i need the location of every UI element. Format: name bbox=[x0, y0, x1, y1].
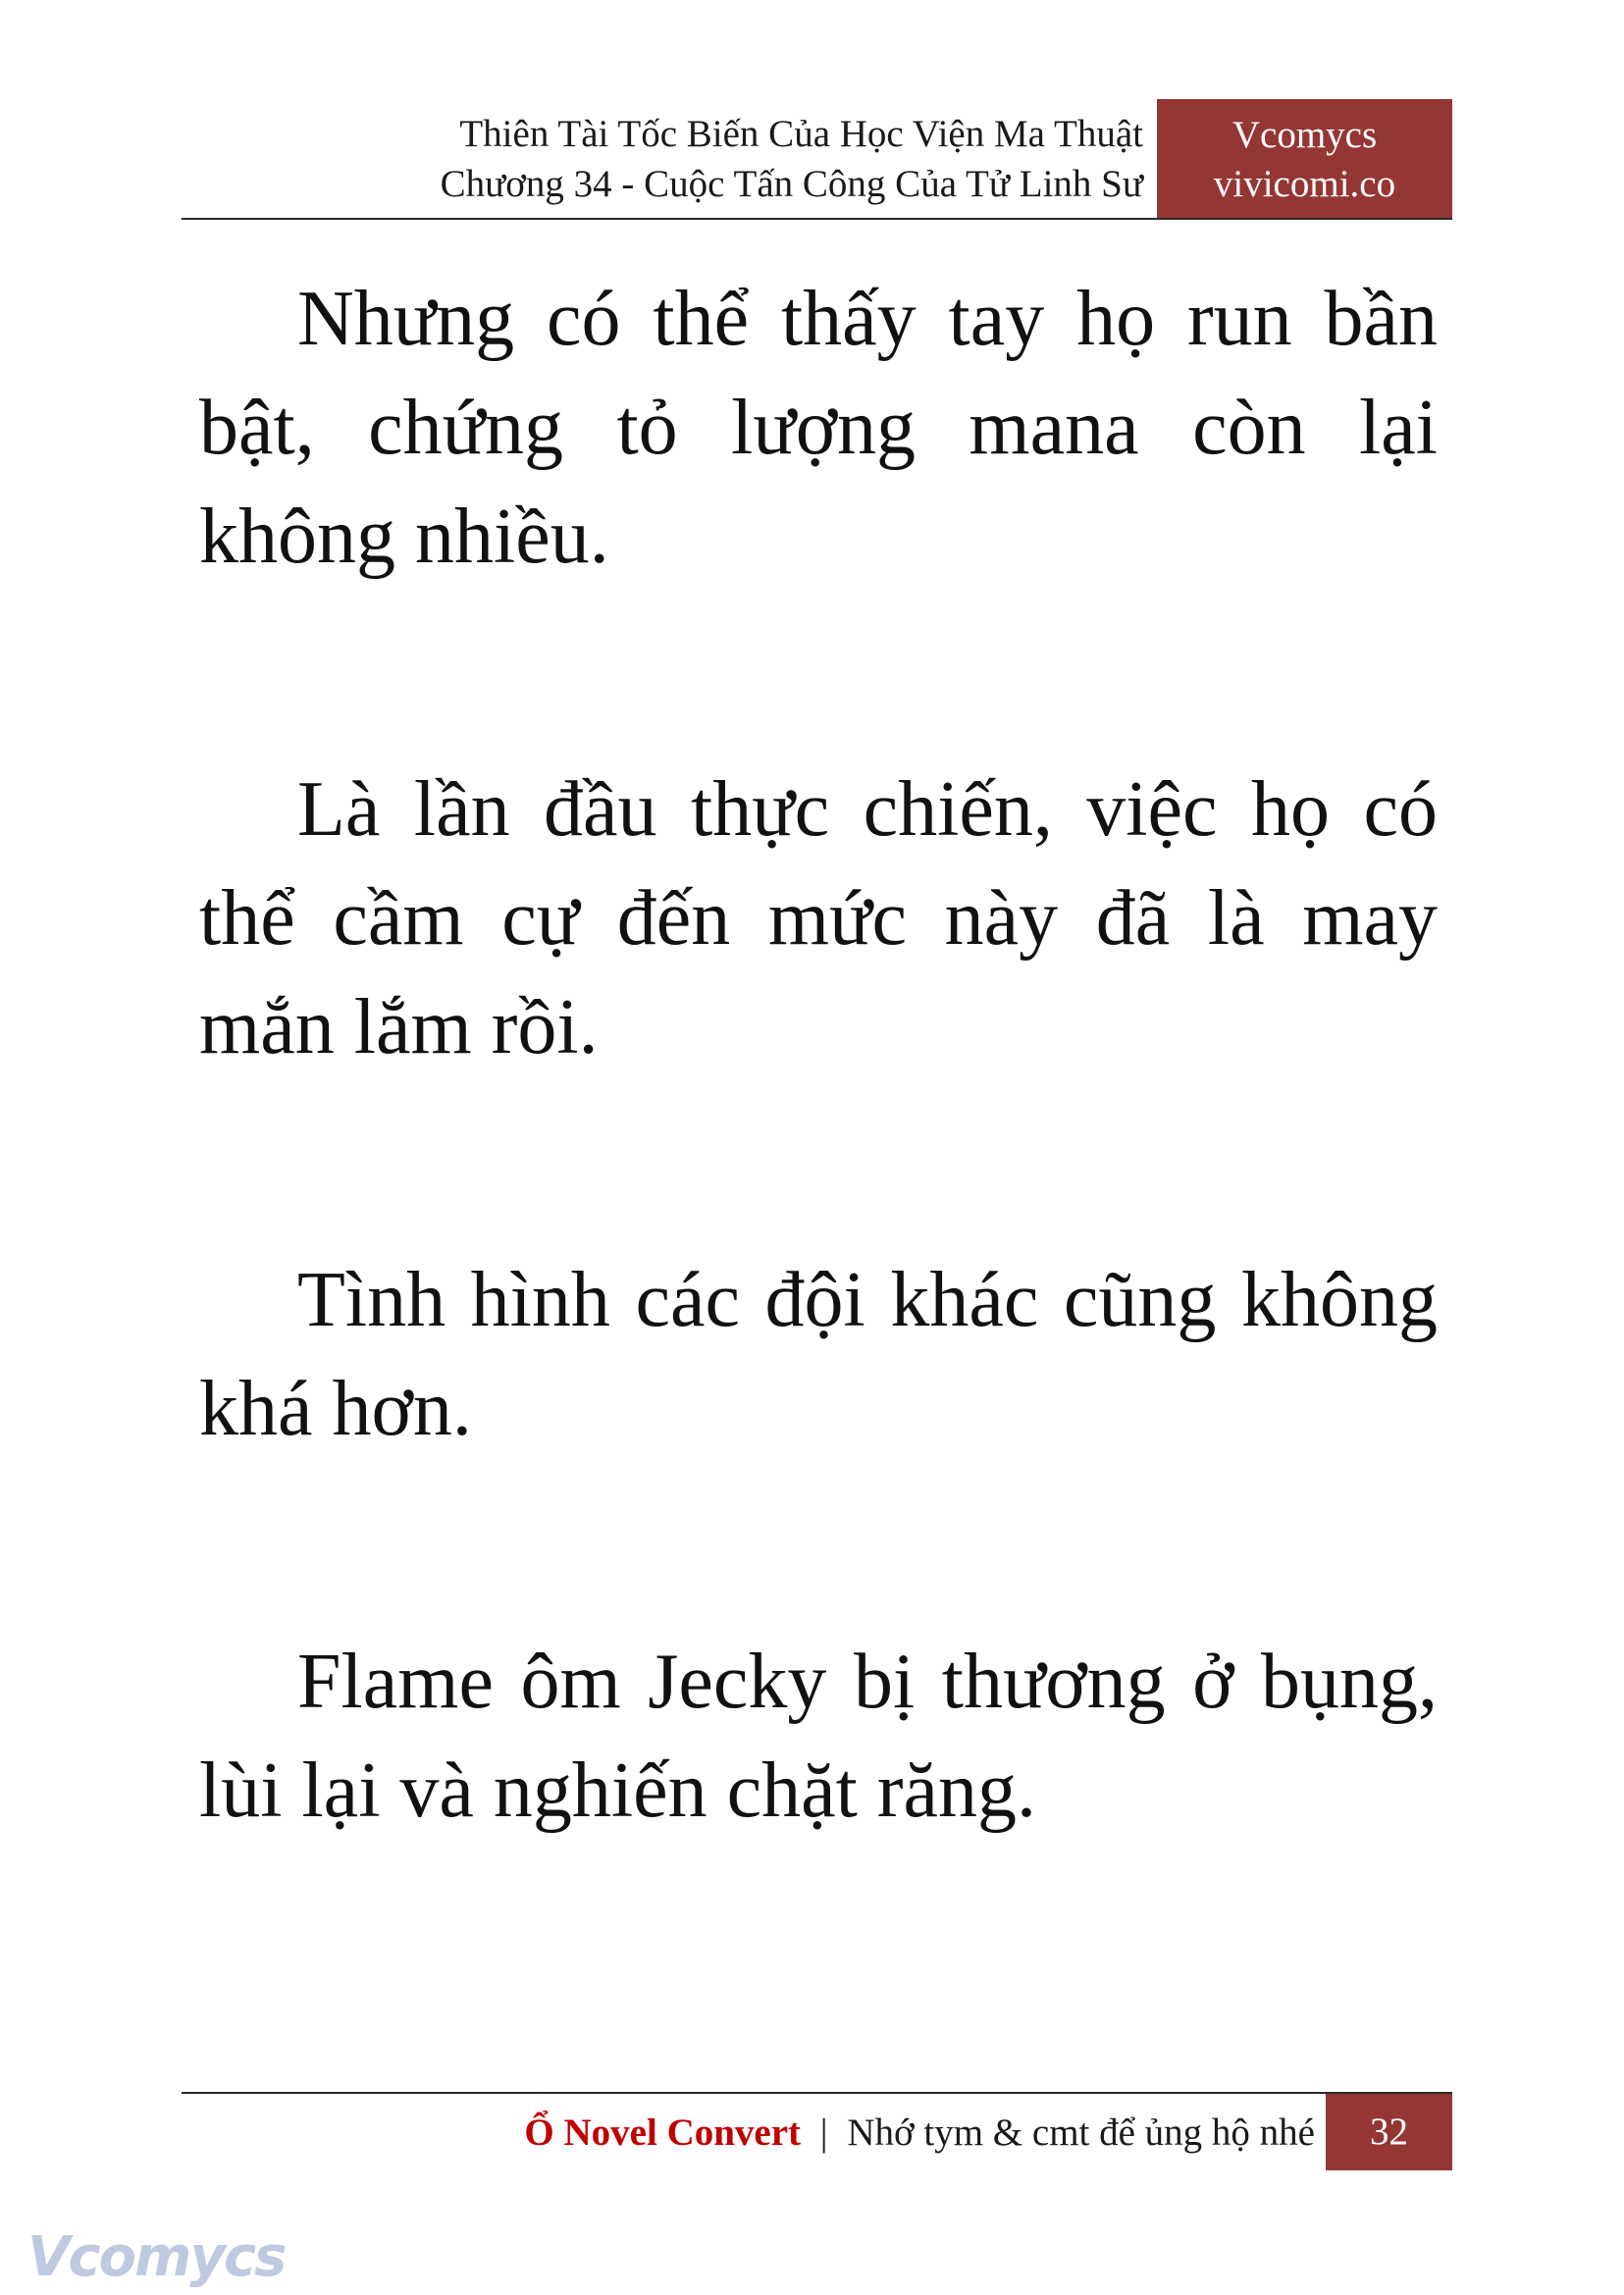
page-header bbox=[182, 99, 1452, 219]
chapter-title: Chương 34 - Cuộc Tấn Công Của Tử Linh Sư bbox=[440, 163, 1143, 205]
footer-separator: | bbox=[819, 2112, 828, 2154]
paragraph: Nhưng có thể thấy tay họ run bần bật, chứng tỏ lượng mana còn lại không nhiều. bbox=[199, 276, 1438, 580]
footer-message: Nhớ tym & cmt để ủng hộ nhé bbox=[847, 2112, 1315, 2154]
book-title: Thiên Tài Tốc Biến Của Học Viện Ma Thuật bbox=[459, 113, 1143, 155]
paragraph: Flame ôm Jecky bị thương ở bụng, lùi lại và nghiến chặt răng. bbox=[199, 1639, 1438, 1834]
page-footer bbox=[182, 2092, 1452, 2170]
watermark-logo: Vcomycs bbox=[27, 2225, 286, 2289]
footer-text bbox=[524, 2094, 1315, 2170]
brand-badge bbox=[1157, 99, 1452, 220]
chapter-body bbox=[199, 265, 1438, 1846]
footer-brand: Ổ Novel Convert bbox=[524, 2112, 802, 2154]
header-divider bbox=[182, 218, 1452, 220]
paragraph: Là lần đầu thực chiến, việc họ có thể cầm cự đến mức này đã là may mắn lắm rồi. bbox=[199, 766, 1438, 1070]
page-number: 32 bbox=[1326, 2094, 1452, 2170]
paragraph: Tình hình các đội khác cũng không khá hơn. bbox=[199, 1257, 1438, 1452]
header-titles bbox=[182, 109, 1143, 209]
brand-name: Vcomycs bbox=[1231, 114, 1378, 156]
brand-site: vivicomi.co bbox=[1213, 163, 1396, 205]
